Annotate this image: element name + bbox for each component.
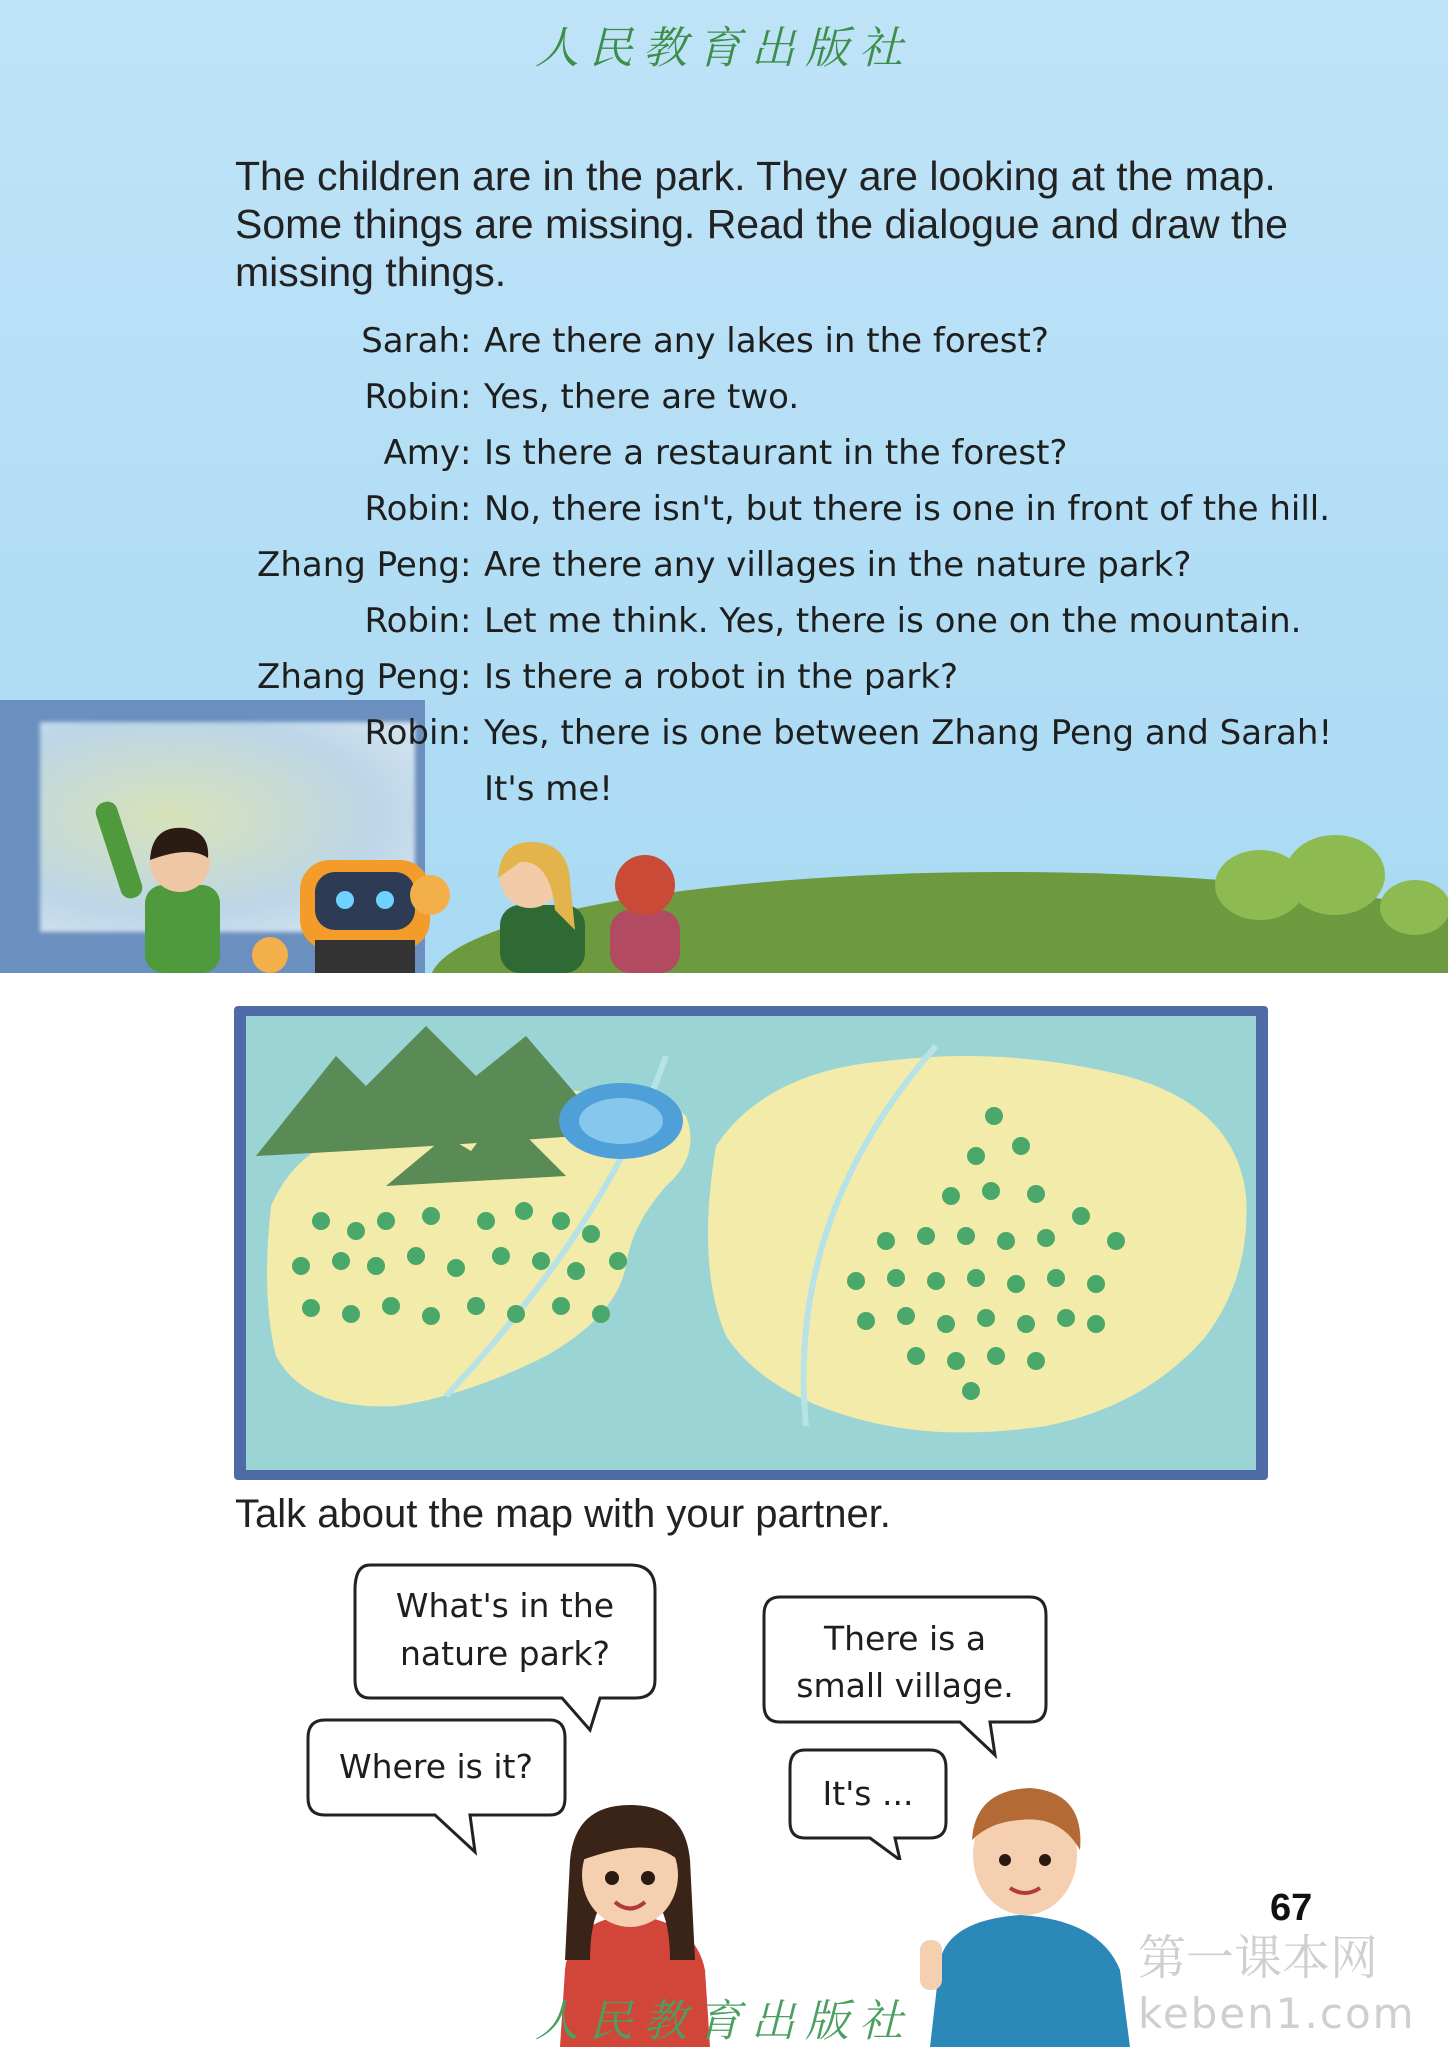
speaker-name: Sarah xyxy=(361,321,460,361)
speaker-name: Zhang Peng xyxy=(257,545,460,585)
dialogue-text: Are there any villages in the nature park? xyxy=(484,545,1192,585)
dialogue-text: No, there isn't, but there is one in front of the hill. xyxy=(484,489,1331,529)
dialogue-text: Yes, there is one between Zhang Peng and Sarah! xyxy=(484,713,1333,753)
bubble-text: Where is it? xyxy=(339,1747,533,1786)
tree-bush xyxy=(1380,880,1448,935)
bubble-answer-village xyxy=(764,1597,1046,1755)
dialogue-line: Sarah : Are there any lakes in the forest? xyxy=(220,313,1420,369)
speaker-name: Robin xyxy=(364,489,460,529)
dialogue-line: Zhang Peng : Is there a robot in the park? xyxy=(220,649,1420,705)
dialogue-text: Yes, there are two. xyxy=(484,377,800,417)
dialogue-line: Robin : Yes, there are two. xyxy=(220,369,1420,425)
bubble-text: What's in the xyxy=(395,1586,615,1625)
speaker-name: Robin xyxy=(364,713,460,753)
tree-bush xyxy=(1285,835,1385,915)
dialogue-line: Robin : No, there isn't, but there is one in front of the hill. xyxy=(220,481,1420,537)
watermark-url: keben1.com xyxy=(1138,1989,1416,2038)
watermark-cn: 第一课本网 xyxy=(1138,1930,1379,1986)
bubble-text: small village. xyxy=(796,1666,1014,1705)
dialogue-text: It's me! xyxy=(484,769,613,809)
dialogue-text: Is there a robot in the park? xyxy=(484,657,959,697)
bubble-question-park xyxy=(355,1565,655,1730)
dialogue xyxy=(220,313,1420,817)
bubble-text: It's ... xyxy=(822,1774,914,1813)
dialogue-text: Are there any lakes in the forest? xyxy=(484,321,1049,361)
dialogue-line: Robin : Let me think. Yes, there is one on the mountain. xyxy=(220,593,1420,649)
intro-paragraph: The children are in the park. They are looking at the map. Some things are missing. Read the dialogue and draw the missing things. xyxy=(235,153,1288,295)
site-watermark xyxy=(1138,1930,1416,2042)
talk-prompt: Talk about the map with your partner. xyxy=(235,1492,891,1536)
bubble-text: There is a xyxy=(823,1619,987,1658)
speaker-name: Robin xyxy=(364,601,460,641)
speaker-name: Amy xyxy=(383,433,460,473)
dialogue-line: Amy : Is there a restaurant in the forest? xyxy=(220,425,1420,481)
page-number: 67 xyxy=(1270,1887,1313,1929)
publisher-logo-top: 人民教育出版社 xyxy=(535,23,913,74)
bubble-text: nature park? xyxy=(400,1634,610,1673)
dialogue-text: Let me think. Yes, there is one on the mountain. xyxy=(484,601,1302,641)
dialogue-text: Is there a restaurant in the forest? xyxy=(484,433,1068,473)
speaker-name: Zhang Peng xyxy=(257,657,460,697)
dialogue-line: Robin : Yes, there is one between Zhang Peng and Sarah! xyxy=(220,705,1420,761)
dialogue-line xyxy=(220,761,1420,817)
speaker-name: Robin xyxy=(364,377,460,417)
publisher-logo-bottom: 人民教育出版社 xyxy=(535,1996,913,2047)
children-and-robot xyxy=(90,790,730,973)
dialogue-line: Zhang Peng : Are there any villages in the nature park? xyxy=(220,537,1420,593)
nature-park-map xyxy=(246,1016,1256,1470)
